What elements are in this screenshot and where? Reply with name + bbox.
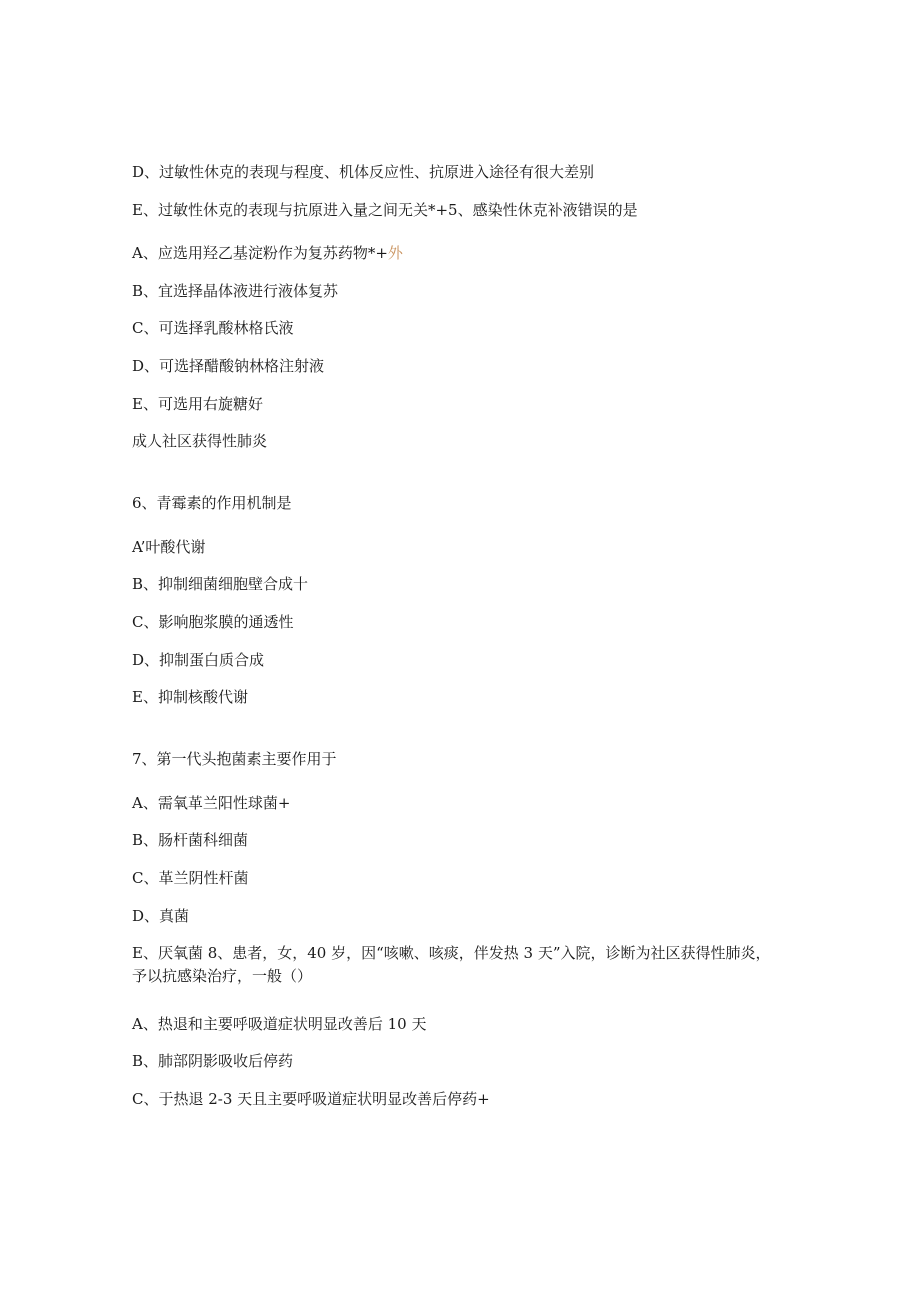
option-5e: E、可选用右旋糖好 — [132, 395, 263, 413]
option-6c: C、影响胞浆膜的通透性 — [132, 613, 294, 631]
question-6: 6、青霉素的作用机制是 — [132, 494, 292, 512]
option-8a: A、热退和主要呼吸道症状明显改善后 10 天 — [132, 1015, 427, 1033]
option-8b: B、肺部阴影吸收后停药 — [132, 1052, 294, 1070]
option-5e-question-5: E、过敏性休克的表现与抗原进入量之间无关*+5、感染性休克补液错误的是 — [132, 201, 638, 219]
option-6d: D、抑制蛋白质合成 — [132, 651, 265, 669]
question-7: 7、第一代头抱菌素主要作用于 — [132, 750, 337, 768]
option-5a-text: A、应选用羟乙基淀粉作为复苏药物*+ — [132, 244, 388, 262]
option-7a: A、需氧革兰阳性球菌+ — [132, 794, 291, 812]
option-5d-2: D、可选择醋酸钠林格注射液 — [132, 357, 325, 375]
option-5a — [132, 242, 782, 264]
option-6a: A’叶酸代谢 — [132, 538, 206, 556]
option-6b: B、抑制细菌细胞壁合成十 — [132, 575, 309, 593]
option-7d: D、真菌 — [132, 907, 190, 925]
section-title: 成人社区获得性肺炎 — [132, 432, 268, 450]
option-7b: B、肠杆菌科细菌 — [132, 831, 249, 849]
option-5b: B、宜选择晶体液进行液体复苏 — [132, 282, 339, 300]
option-5c: C、可选择乳酸林格氏液 — [132, 319, 294, 337]
option-5a-mark: 外 — [387, 244, 403, 262]
option-7e-question-8: E、厌氧菌 8、患者，女，40 岁，因“咳嗽、咳痰，伴发热 3 天”入院，诊断为社区获得性肺炎，予以抗感染治疗，一般（） — [132, 944, 771, 985]
option-6e: E、抑制核酸代谢 — [132, 688, 248, 706]
option-8c: C、于热退 2-3 天且主要呼吸道症状明显改善后停药+ — [132, 1090, 490, 1108]
option-5d: D、过敏性休克的表现与程度、机体反应性、抗原进入途径有很大差别 — [132, 163, 595, 181]
option-7c: C、革兰阴性杆菌 — [132, 869, 249, 887]
